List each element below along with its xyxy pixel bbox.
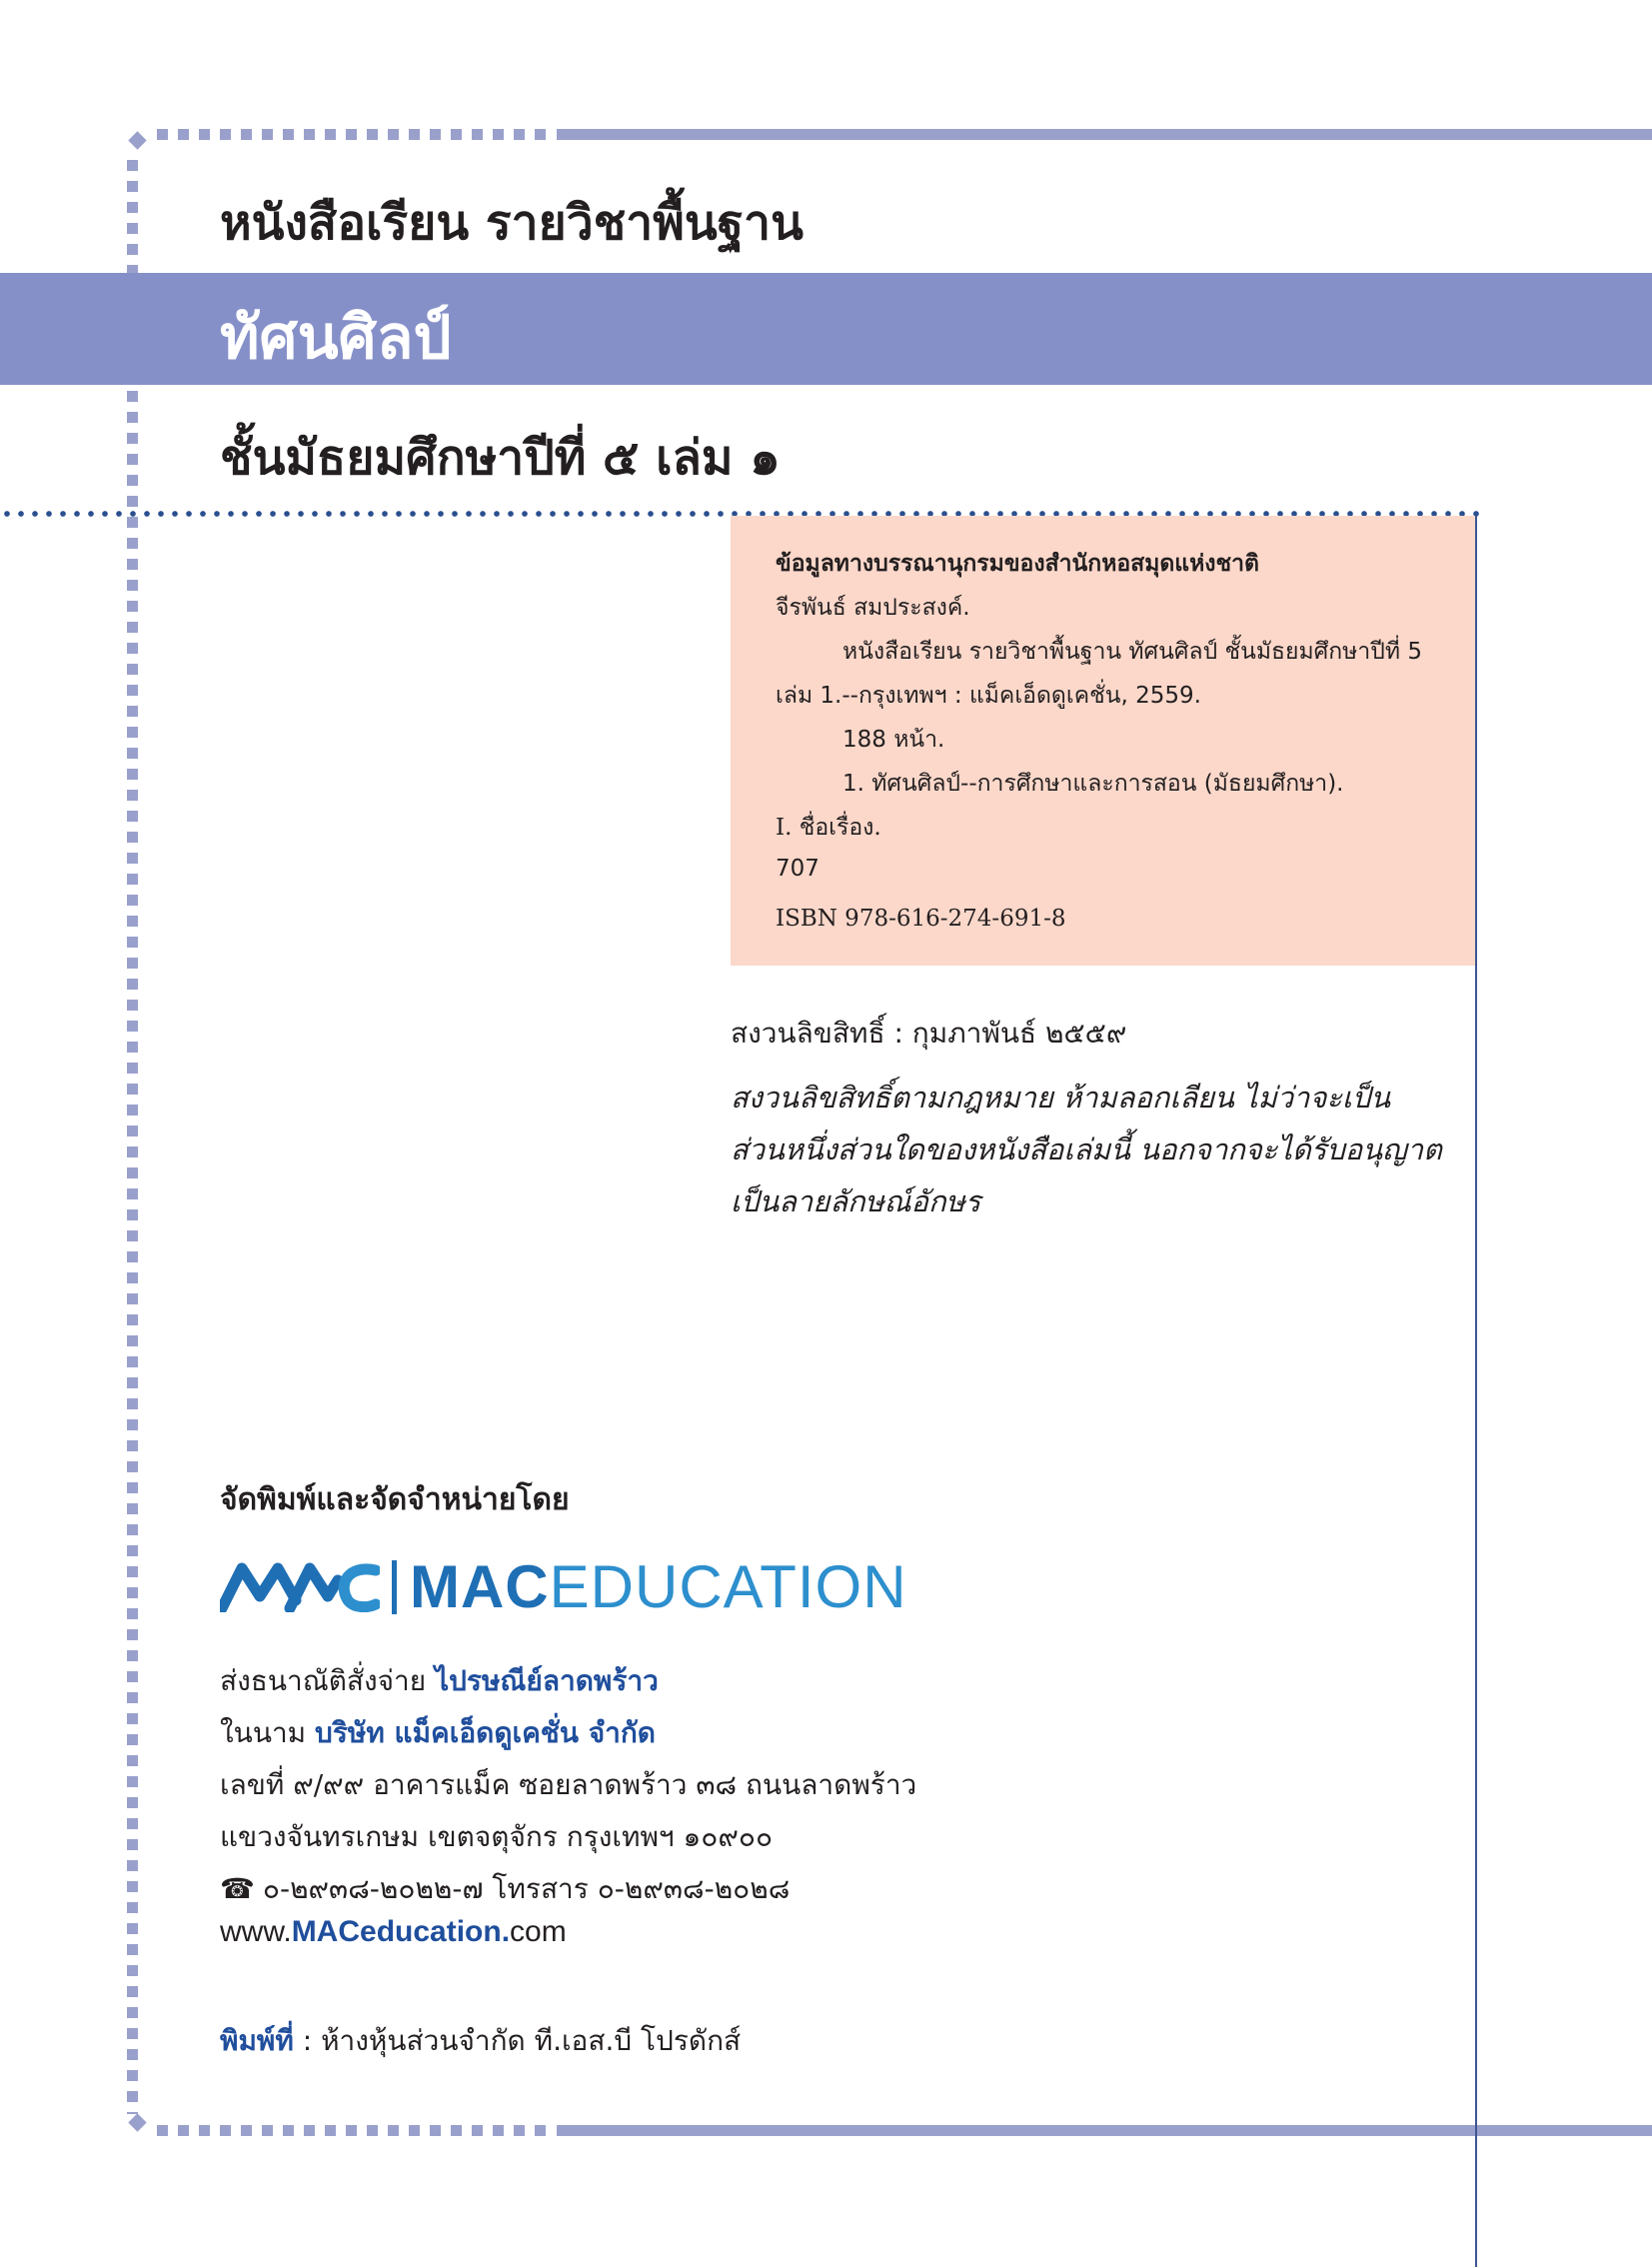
catalog-pages: 188 หน้า. (842, 727, 945, 753)
money-order-line (220, 1659, 659, 1703)
copyright-date: สงวนลิขสิทธิ์ : กุมภาพันธ์ ๒๕๕๙ (731, 1017, 1127, 1050)
money-order-post-office: ไปรษณีย์ลาดพร้าว (435, 1664, 659, 1697)
catalog-isbn: ISBN 978-616-274-691-8 (776, 906, 1066, 932)
frame-dashes-top (157, 129, 549, 140)
web-prefix: www. (220, 1915, 292, 1948)
logo-separator (392, 1560, 397, 1614)
printer-label: พิมพ์ที่ (220, 2024, 294, 2057)
address-line-2: แขวงจันทรเกษม เขตจตุจักร กรุงเทพฯ ๑๐๙๐๐ (220, 1820, 774, 1853)
company-line (220, 1711, 656, 1755)
logo-education-text: EDUCATION (549, 1553, 907, 1620)
publisher-heading: จัดพิมพ์และจัดจำหน่ายโดย (220, 1482, 570, 1517)
company-name: บริษัท แม็คเอ็ดดูเคชั่น จำกัด (315, 1716, 656, 1749)
web-suffix: com (510, 1915, 567, 1948)
mac-education-logo (220, 1552, 939, 1622)
grade-heading: ชั้นมัธยมศึกษาปีที่ ๕ เล่ม ๑ (220, 430, 781, 486)
address-line-1: เลขที่ ๙/๙๙ อาคารแม็ค ซอยลาดพร้าว ๓๘ ถนนลาดพร้าว (220, 1768, 917, 1801)
printer-name: : ห้างหุ้นส่วนจำกัด ที.เอส.บี โปรดักส์ (293, 2024, 742, 2057)
subject-heading: หนังสือเรียน รายวิชาพื้นฐาน (220, 195, 804, 251)
frame-corner-bottom (128, 2113, 146, 2131)
web-main: MACeducation. (291, 1915, 511, 1948)
frame-corner-top (128, 131, 146, 149)
catalog-heading: ข้อมูลทางบรรณานุกรมของสำนักหอสมุดแห่งชาติ (776, 551, 1259, 577)
frame-dashes-bottom (157, 2125, 549, 2136)
website-link[interactable] (220, 1915, 567, 1949)
book-title: ทัศนศิลป์ (220, 303, 452, 373)
copyright-note (731, 1072, 1450, 1227)
catalog-info-box (731, 516, 1475, 966)
frame-dashes-left (127, 160, 138, 2114)
copyright-note-line: ส่วนหนึ่งส่วนใดของหนังสือเล่มนี้ นอกจากจะได้รับอนุญาต (731, 1133, 1442, 1166)
catalog-author: จีรพันธ์ สมประสงค์. (776, 595, 970, 621)
copyright-note-line: เป็นลายลักษณ์อักษร (731, 1184, 981, 1218)
phone-numbers: ๐-๒๙๓๘-๒๐๒๒-๗ โทรสาร ๐-๒๙๓๘-๒๐๒๘ (262, 1872, 791, 1905)
phone-icon: ☎ (220, 1872, 255, 1905)
vertical-rule (1475, 515, 1477, 2267)
catalog-title-entry: I. ชื่อเรื่อง. (776, 815, 881, 841)
frame-bar-bottom (557, 2125, 1652, 2136)
mac-logo-icon (220, 1560, 380, 1612)
phone-line (220, 1867, 790, 1911)
copyright-note-line: สงวนลิขสิทธิ์ตามกฎหมาย ห้ามลอกเลียน ไม่ว่าจะเป็น (731, 1081, 1391, 1115)
logo-mac-text: MAC (410, 1553, 550, 1620)
catalog-class-number: 707 (776, 856, 820, 882)
catalog-subject: 1. ทัศนศิลป์--การศึกษาและการสอน (มัธยมศึกษา). (842, 771, 1344, 797)
money-order-prefix: ส่งธนาณัติสั่งจ่าย (220, 1664, 436, 1697)
company-prefix: ในนาม (220, 1716, 316, 1749)
catalog-title-line1: หนังสือเรียน รายวิชาพื้นฐาน ทัศนศิลป์ ชั้นมัธยมศึกษาปีที่ 5 (842, 639, 1422, 665)
catalog-title-line2: เล่ม 1.--กรุงเทพฯ : แม็คเอ็ดดูเคชั่น, 2559. (776, 683, 1201, 709)
frame-bar-top (557, 129, 1652, 140)
printer-line (220, 2019, 741, 2063)
logo-wordmark (410, 1552, 907, 1622)
